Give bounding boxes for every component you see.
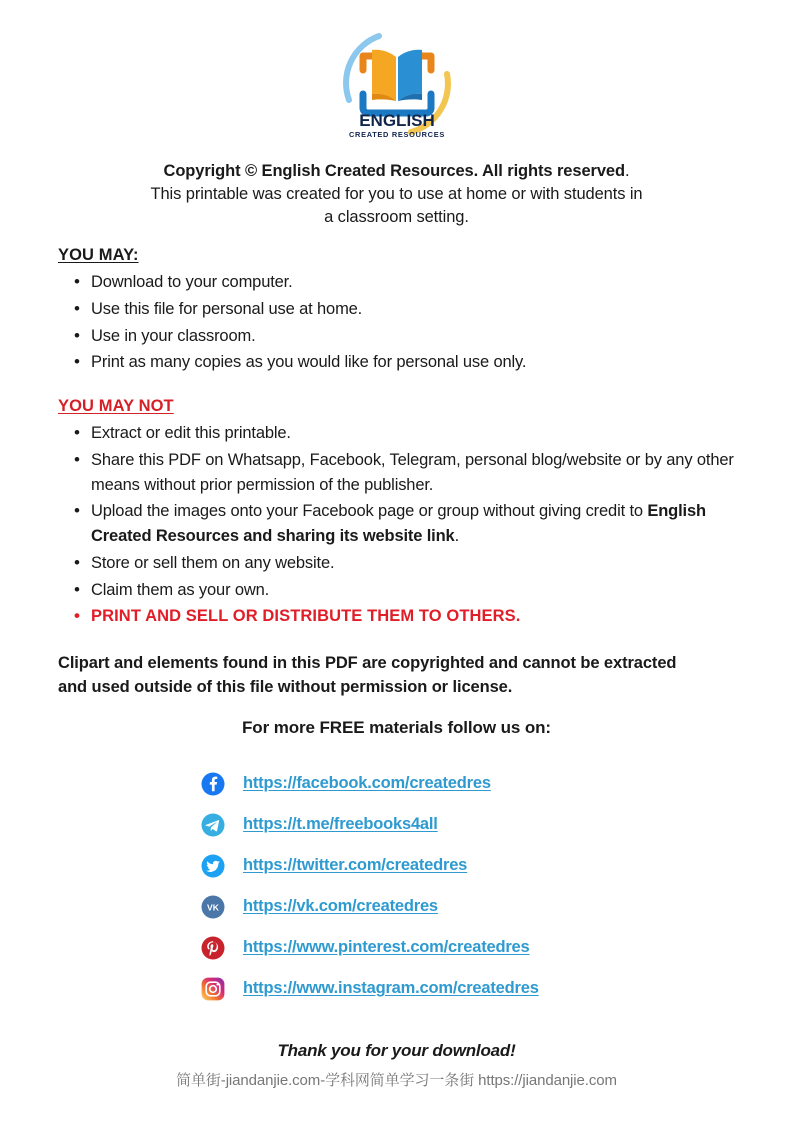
logo-book-right-page <box>398 50 422 101</box>
social-link-url[interactable]: https://vk.com/createdres <box>243 897 438 915</box>
telegram-icon <box>200 812 226 838</box>
list-item: • Share this PDF on Whatsapp, Facebook, Telegram, personal blog/website or by any other means without prior permission of the publisher. <box>58 448 738 498</box>
svg-text:VK: VK <box>207 901 219 912</box>
list-item-warning: • PRINT AND SELL OR DISTRIBUTE THEM TO OTHERS. <box>58 604 738 629</box>
list-item: • Use in your classroom. <box>58 324 738 349</box>
list-item: • Print as many copies as you would like for personal use only. <box>58 350 738 375</box>
facebook-icon <box>200 771 226 797</box>
social-link-twitter[interactable] <box>200 845 660 886</box>
social-link-url[interactable]: https://twitter.com/createdres <box>243 856 468 874</box>
list-item: • Store or sell them on any website. <box>58 551 738 576</box>
social-link-facebook[interactable] <box>200 763 660 804</box>
social-link-url[interactable]: https://www.instagram.com/createdres <box>243 979 539 997</box>
social-link-url[interactable]: https://facebook.com/createdres <box>243 774 491 792</box>
social-link-url[interactable]: https://www.pinterest.com/createdres <box>243 938 530 956</box>
social-link-vk[interactable] <box>200 886 660 927</box>
social-link-instagram[interactable] <box>200 968 660 1009</box>
list-item: • Use this file for personal use at home. <box>58 297 738 322</box>
list-item <box>58 499 738 549</box>
list-item-text-pre: Upload the images onto your Facebook page or group without giving credit to <box>91 502 648 521</box>
social-links-list <box>200 763 660 1009</box>
vk-icon <box>200 894 226 920</box>
section-spacer <box>58 377 738 397</box>
clipart-note: Clipart and elements found in this PDF are copyrighted and cannot be extracted and used outside of this file without permission or license. <box>58 654 677 697</box>
list-item: • Extract or edit this printable. <box>58 421 738 446</box>
logo-tagline: CREATED RESOURCES <box>348 130 445 139</box>
header-subtitle: This printable was created for you to use at home or with students in a classroom setting. <box>150 184 643 226</box>
social-link-telegram[interactable] <box>200 804 660 845</box>
you-may-heading: YOU MAY: <box>58 246 139 264</box>
logo-book-left-page <box>372 50 396 101</box>
you-may-not-list <box>58 421 738 629</box>
header-block <box>0 160 793 228</box>
thank-you-message: Thank you for your download! <box>277 1041 516 1060</box>
list-item-text-bold: English Created Resources and sharing its website link <box>91 502 706 545</box>
list-item-text-post: . <box>454 527 459 545</box>
follow-us-heading: For more FREE materials follow us on: <box>242 718 551 737</box>
list-item: • Download to your computer. <box>58 270 738 295</box>
english-created-resources-logo <box>335 22 459 146</box>
you-may-list <box>58 270 738 375</box>
copyright-line <box>0 160 793 183</box>
pinterest-icon <box>200 935 226 961</box>
watermark-text: 简单街-jiandanjie.com-学科网简单学习一条街 https://jiandanjie.com <box>176 1072 617 1089</box>
you-may-not-heading: YOU MAY NOT <box>58 397 174 415</box>
copyright-text: Copyright © English Created Resources. All rights reserved <box>163 162 625 180</box>
twitter-icon <box>200 853 226 879</box>
list-item: • Claim them as your own. <box>58 578 738 603</box>
copyright-period: . <box>624 162 630 180</box>
social-link-url[interactable]: https://t.me/freebooks4all <box>243 815 438 833</box>
social-link-pinterest[interactable] <box>200 927 660 968</box>
logo-wordmark: ENGLISH <box>358 111 435 130</box>
logo-container <box>0 22 793 146</box>
instagram-icon <box>200 976 226 1002</box>
license-content <box>58 246 738 700</box>
